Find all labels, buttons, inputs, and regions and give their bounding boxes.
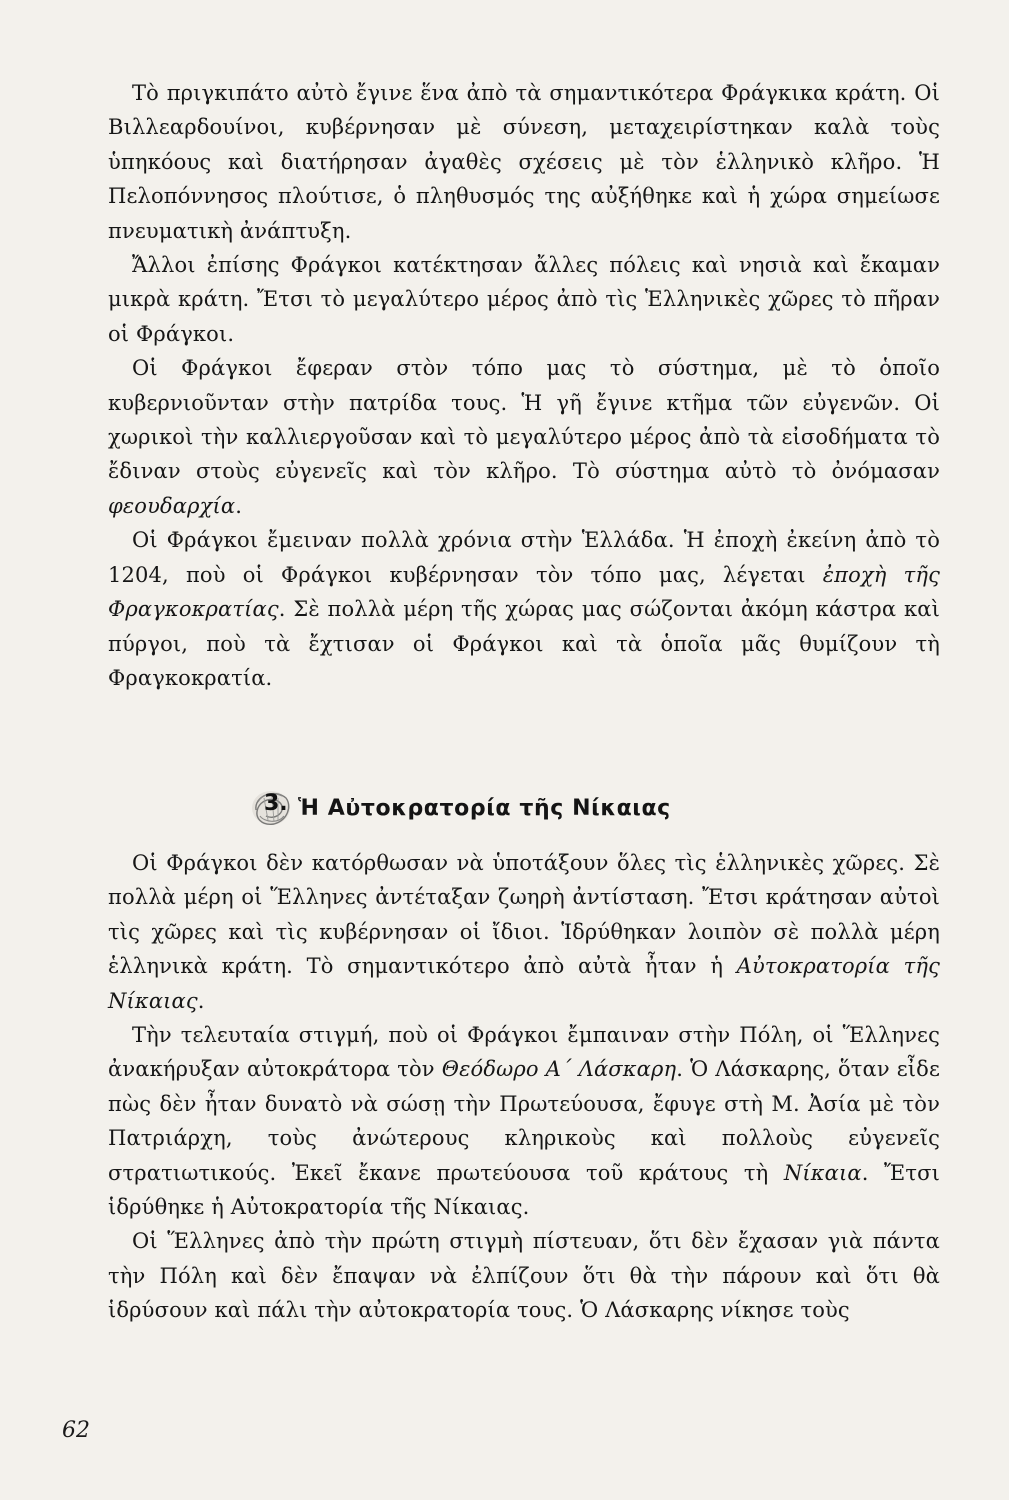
paragraph [108,1224,940,1327]
text-run: . Ἔτσι ἱδρύθηκε ἡ Αὐτοκρατορία τῆς Νίκαιας. [108,1160,940,1220]
section-number: 3. [264,791,288,816]
italic-term: φεουδαρχία [108,493,236,518]
italic-term: ἐποχὴ τῆς Φραγκοκρατίας [108,562,941,622]
text-run: . [235,493,243,518]
page-number: 62 [62,1418,90,1443]
text-run: . Ὁ Λάσκαρης, ὅταν εἶδε πὼς δὲν ἦταν δυνατὸ νὰ σώσῃ τὴν Πρωτεύουσα, ἔφυγε στὴ Μ. Ἀσία μὲ τὸν Πατριάρχη, τοὺς ἀνώτερους κληρικοὺς καὶ πολλοὺς εὐγενεῖς στρατιωτικούς. Ἐκεῖ ἔκανε πρωτεύουσα τοῦ κράτους τὴ [108,1057,940,1185]
paragraph [108,351,940,523]
text-run: Οἱ Φράγκοι δὲν κατόρθωσαν νὰ ὑποτάξουν ὅλες τὶς ἑλληνικὲς χῶρες. Σὲ πολλὰ μέρη οἱ Ἕλληνες ἀντέταξαν ζωηρὴ ἀντίσταση. Ἔτσι κράτησαν αὐτοὶ τὶς χῶρες καὶ τὶς κυβέρνησαν οἱ ἴδιοι. Ἱδρύθηκαν λοιπὸν σὲ πολλὰ μέρη ἑλληνικὰ κράτη. Τὸ σημαντικότερο ἀπὸ αὐτὰ ἦταν ἡ [108,851,940,979]
paragraph [108,523,940,695]
text-run: Τὸ πριγκιπάτο αὐτὸ ἔγινε ἕνα ἀπὸ τὰ σημαντικότερα Φράγκικα κράτη. Οἱ Βιλλεαρδουίνοι, κυβέρνησαν μὲ σύνεση, μεταχειρίστηκαν καλὰ τοὺς ὑπηκόους καὶ διατήρησαν ἀγαθὲς σχέσεις μὲ τὸν ἑλληνικὸ κλῆρο. Ἡ Πελοπόννησος πλούτισε, ὁ πληθυσμός της αὐξήθηκε καὶ ἡ χώρα σημείωσε πνευματικὴ ἀνάπτυξη. [108,81,940,243]
italic-term: Θεόδωρο Α΄ Λάσκαρη [441,1057,677,1082]
paragraph [108,1018,940,1224]
paragraph [108,846,940,1018]
section-number-stamp [244,786,296,830]
text-run: . [197,988,205,1013]
paragraph [108,248,940,351]
text-run: Οἱ Φράγκοι ἔμειναν πολλὰ χρόνια στὴν Ἑλλάδα. Ἡ ἐποχὴ ἐκείνη ἀπὸ τὸ 1204, ποὺ οἱ Φράγκοι κυβέρνησαν τὸν τόπο μας, λέγεται [108,528,940,587]
text-block-lower [108,846,940,1328]
section-heading [244,786,944,830]
text-run: Τὴν τελευταία στιγμή, ποὺ οἱ Φράγκοι ἔμπαιναν στὴν Πόλη, οἱ Ἕλληνες ἀνακήρυξαν αὐτοκράτορα τὸν [108,1023,940,1082]
text-block-upper [108,76,940,695]
section-title: Ἡ Αὐτοκρατορία τῆς Νίκαιας [298,795,671,821]
text-run: . Σὲ πολλὰ μέρη τῆς χώρας μας σώζονται ἀκόμη κάστρα καὶ πύργοι, ποὺ τὰ ἔχτισαν οἱ Φράγκοι καὶ τὰ ὁποῖα μᾶς θυμίζουν τὴ Φραγκοκρατία. [108,597,940,690]
text-run: Οἱ Ἕλληνες ἀπὸ τὴν πρώτη στιγμὴ πίστευαν, ὅτι δὲν ἔχασαν γιὰ πάντα τὴν Πόλη καὶ δὲν ἔπαψαν νὰ ἐλπίζουν ὅτι θὰ τὴν πάρουν καὶ ὅτι θὰ ἱδρύσουν καὶ πάλι τὴν αὐτοκρατορία τους. Ὁ Λάσκαρης νίκησε τοὺς [108,1229,940,1323]
italic-term: Αὐτοκρατορία τῆς Νίκαιας [108,954,940,1013]
text-run: Ἄλλοι ἐπίσης Φράγκοι κατέκτησαν ἄλλες πόλεις καὶ νησιὰ καὶ ἔκαμαν μικρὰ κράτη. Ἔτσι τὸ μεγαλύτερο μέρος ἀπὸ τὶς Ἑλληνικὲς χῶρες τὸ πῆραν οἱ Φράγκοι. [108,253,940,346]
text-run: Οἱ Φράγκοι ἔφεραν στὸν τόπο μας τὸ σύστημα, μὲ τὸ ὁποῖο κυβερνιοῦνταν στὴν πατρίδα τους. Ἡ γῆ ἔγινε κτῆμα τῶν εὐγενῶν. Οἱ χωρικοὶ τὴν καλλιεργοῦσαν καὶ τὸ μεγαλύτερο μέρος ἀπὸ τὰ εἰσοδήματα τὸ ἔδιναν στοὺς εὐγενεῖς καὶ τὸν κλῆρο. Τὸ σύστημα αὐτὸ τὸ ὀνόμασαν [108,356,940,484]
paragraph [108,76,940,248]
italic-term: Νίκαια [783,1160,862,1185]
